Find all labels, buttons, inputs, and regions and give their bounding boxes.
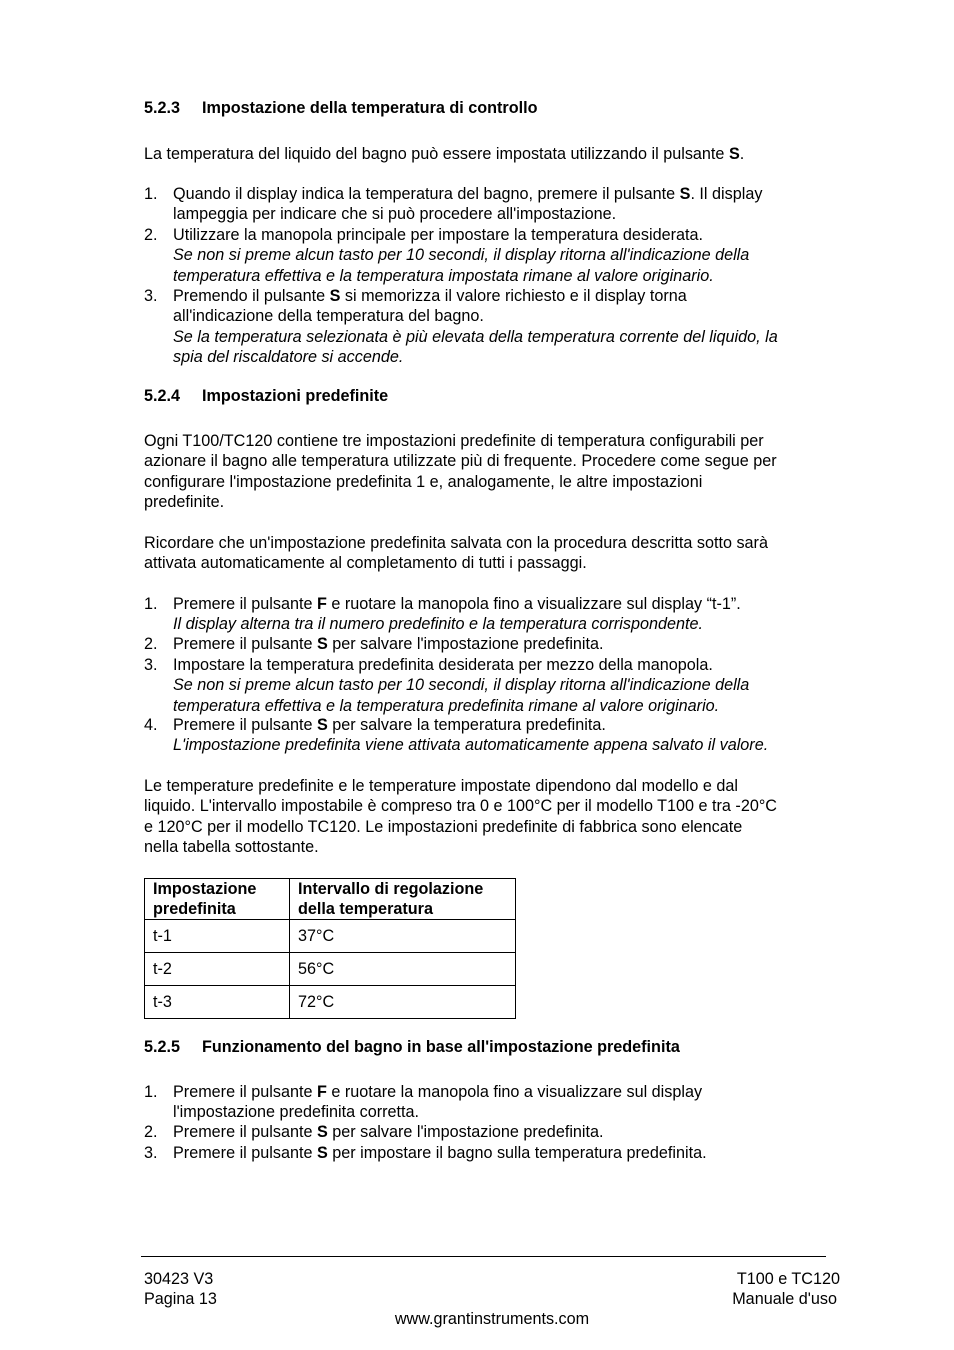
table-row <box>145 953 516 986</box>
table-cell-preset: t-3 <box>145 986 290 1019</box>
list-number: 3. <box>144 656 158 674</box>
item-text: per salvare l'impostazione predefinita. <box>327 1123 604 1141</box>
item-text: Premere il pulsante <box>173 595 317 613</box>
footer-product: T100 e TC120 <box>736 1270 840 1288</box>
table-header-range <box>290 879 516 920</box>
item-text: si memorizza il valore richiesto e il display torna <box>340 287 687 305</box>
item-text: per salvare la temperatura predefinita. <box>327 716 606 734</box>
item-text: per impostare il bagno sulla temperatura predefinita. <box>327 1144 707 1162</box>
item-note: temperatura effettiva e la temperatura impostata rimane al valore originario. <box>173 266 714 285</box>
list-number: 3. <box>144 287 158 305</box>
list-number: 2. <box>144 635 158 653</box>
list-item <box>144 286 778 367</box>
intro-end: . <box>739 145 745 163</box>
footer-website: www.grantinstruments.com <box>394 1310 590 1328</box>
section-number: 5.2.4 <box>144 387 181 405</box>
item-text: e ruotare la manopola fino a visualizzare sul display “t-1”. <box>326 595 741 613</box>
section-heading-5-2-5 <box>144 1037 680 1057</box>
item-key: S <box>329 287 341 305</box>
item-text: Utilizzare la manopola principale per impostare la temperatura desiderata. <box>173 226 703 244</box>
list-item <box>144 715 768 756</box>
list-item <box>144 184 762 225</box>
list-number: 1. <box>144 185 158 203</box>
table-row <box>145 920 516 953</box>
item-text: e ruotare la manopola fino a visualizzare sul display <box>326 1083 703 1101</box>
footer-manual: Manuale d'uso <box>732 1290 837 1308</box>
item-key: S <box>316 1123 328 1141</box>
paragraph-line: Le temperature predefinite e le temperature impostate dipendono dal modello e dal <box>144 777 738 795</box>
section-heading-5-2-4 <box>144 386 388 406</box>
item-text: lampeggia per indicare che si può procedere all'impostazione. <box>173 205 617 224</box>
section-title: Impostazione della temperatura di controllo <box>202 99 538 117</box>
table-cell-temp: 37°C <box>290 920 516 953</box>
intro-paragraph <box>144 144 744 164</box>
paragraph-line: predefinite. <box>144 492 225 511</box>
item-key: S <box>316 716 328 734</box>
footer-page-number: Pagina 13 <box>144 1290 217 1308</box>
item-text: Impostare la temperatura predefinita desiderata per mezzo della manopola. <box>173 656 713 674</box>
item-text: Premendo il pulsante <box>173 287 330 305</box>
preset-table <box>144 878 516 1019</box>
paragraph-line: e 120°C per il modello TC120. Le impostazioni predefinite di fabbrica sono elencate <box>144 817 743 836</box>
list-item <box>144 594 741 635</box>
paragraph <box>144 533 768 574</box>
section-number: 5.2.3 <box>144 99 181 117</box>
item-text: Premere il pulsante <box>173 1083 317 1101</box>
paragraph-line: Ricordare che un'impostazione predefinita salvata con la procedura descritta sotto sarà <box>144 534 768 552</box>
item-key: F <box>316 1083 327 1101</box>
paragraph-line: liquido. L'intervallo impostabile è compreso tra 0 e 100°C per il modello T100 e tra -20°C <box>144 797 777 816</box>
item-note: Il display alterna tra il numero predefinito e la temperatura corrispondente. <box>173 615 703 634</box>
list-number: 1. <box>144 595 158 613</box>
header-line: Impostazione <box>153 880 257 898</box>
paragraph-line: Ogni T100/TC120 contiene tre impostazioni predefinite di temperatura configurabili per <box>144 432 764 450</box>
table-row <box>145 986 516 1019</box>
paragraph <box>144 431 777 512</box>
list-number: 1. <box>144 1083 158 1101</box>
list-item <box>144 225 749 286</box>
list-number: 2. <box>144 226 158 244</box>
item-text: l'impostazione predefinita corretta. <box>173 1103 420 1122</box>
paragraph-line: attivata automaticamente al completamento di tutti i passaggi. <box>144 554 587 573</box>
list-number: 2. <box>144 1123 158 1141</box>
paragraph-line: configurare l'impostazione predefinita 1 e, analogamente, le altre impostazioni <box>144 472 703 491</box>
item-note: Se la temperatura selezionata è più elevata della temperatura corrente del liquido, la <box>173 327 778 346</box>
list-number: 4. <box>144 716 158 734</box>
item-note: Se non si preme alcun tasto per 10 secondi, il display ritorna all'indicazione della <box>173 246 750 265</box>
item-note: spia del riscaldatore si accende. <box>173 347 404 366</box>
paragraph-line: nella tabella sottostante. <box>144 837 319 856</box>
header-line: della temperatura <box>298 900 433 918</box>
intro-key: S <box>728 145 740 163</box>
header-line: Intervallo di regolazione <box>298 880 484 898</box>
section-title: Impostazioni predefinite <box>202 387 389 405</box>
paragraph-line: azionare il bagno alle temperatura utilizzate più di frequente. Procedere come segue per <box>144 452 777 471</box>
item-text: all'indicazione della temperatura del bagno. <box>173 307 484 326</box>
item-text: . Il display <box>690 185 763 203</box>
paragraph <box>144 776 777 857</box>
item-text: Premere il pulsante <box>173 635 317 653</box>
item-key: S <box>316 635 328 653</box>
footer-doc-code: 30423 V3 <box>144 1270 214 1288</box>
footer-divider <box>141 1256 826 1257</box>
list-item <box>144 634 604 654</box>
header-line: predefinita <box>153 900 236 918</box>
table-cell-preset: t-2 <box>145 953 290 986</box>
item-key: S <box>316 1144 328 1162</box>
item-text: Quando il display indica la temperatura del bagno, premere il pulsante <box>173 185 680 203</box>
list-item <box>144 1143 707 1163</box>
section-title: Funzionamento del bagno in base all'impostazione predefinita <box>202 1038 680 1056</box>
table-header-row <box>145 879 516 920</box>
item-text: per salvare l'impostazione predefinita. <box>327 635 604 653</box>
item-key: S <box>679 185 691 203</box>
table-header-preset <box>145 879 290 920</box>
list-number: 3. <box>144 1144 158 1162</box>
item-note: temperatura effettiva e la temperatura predefinita rimane al valore originario. <box>173 696 720 715</box>
list-item <box>144 1082 702 1123</box>
section-heading-5-2-3 <box>144 98 538 118</box>
table-cell-temp: 56°C <box>290 953 516 986</box>
item-key: F <box>316 595 327 613</box>
item-text: Premere il pulsante <box>173 716 317 734</box>
item-note: Se non si preme alcun tasto per 10 secondi, il display ritorna all'indicazione della <box>173 676 750 695</box>
table-cell-temp: 72°C <box>290 986 516 1019</box>
list-item <box>144 1122 604 1142</box>
table-cell-preset: t-1 <box>145 920 290 953</box>
list-item <box>144 655 749 716</box>
item-note: L'impostazione predefinita viene attivata automaticamente appena salvato il valore. <box>173 736 769 755</box>
item-text: Premere il pulsante <box>173 1123 317 1141</box>
intro-text: La temperatura del liquido del bagno può essere impostata utilizzando il pulsante <box>144 145 729 163</box>
section-number: 5.2.5 <box>144 1038 181 1056</box>
item-text: Premere il pulsante <box>173 1144 317 1162</box>
